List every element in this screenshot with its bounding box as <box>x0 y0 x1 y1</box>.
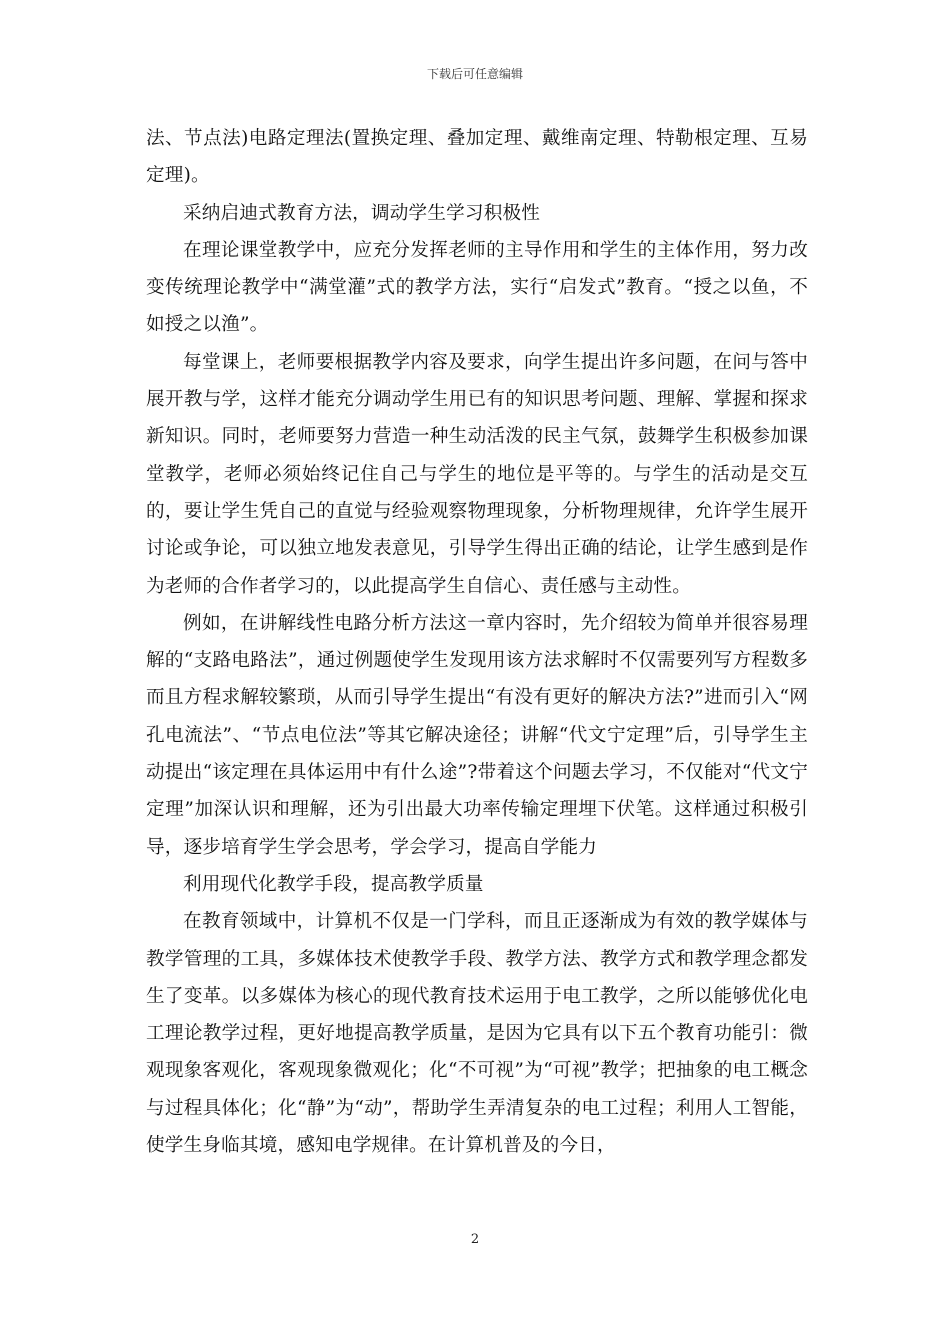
section-heading-heuristic-teaching: 采纳启迪式教育方法，调动学生学习积极性 <box>183 202 541 224</box>
paragraph-theory-classroom: 在理论课堂教学中，应充分发挥老师的主导作用和学生的主体作用，努力改变传统理论教学中“满堂灌”式的教学方法，实行“启发式”教育。“授之以鱼，不如授之以渔”。 <box>146 239 808 336</box>
page-number: 2 <box>470 1232 480 1247</box>
section-heading-modern-teaching: 利用现代化教学手段，提高教学质量 <box>183 873 484 895</box>
paragraph-education-computer: 在教育领域中，计算机不仅是一门学科，而且正逐渐成为有效的教学媒体与教学管理的工具，多媒体技术使教学手段、教学方法、教学方式和教学理念都发生了变革。以多媒体为核心的现代教育技术运用于电工教学，之所以能够优化电工理论教学过程，更好地提高教学质量，是因为它具有以下五个教育功能引：微观现象客观化，客观现象微观化；化“不可视”为“可视”教学；把抽象的电工概念与过程具体化；化“静”为“动”，帮助学生弄清复杂的电工过程；利用人工智能，使学生身临其境，感知电学规律。在计算机普及的今日， <box>146 911 808 1157</box>
paragraph-example-linear-circuit: 例如，在讲解线性电路分析方法这一章内容时，先介绍较为简单并很容易理解的“支路电路法”，通过例题使学生发现用该方法求解时不仅需要列写方程数多而且方程求解较繁琐，从而引导学生提出“有没有更好的解决方法?”进而引入“网孔电流法”、“节点电位法”等其它解决途径；讲解“代文宁定理”后，引导学生主动提出“该定理在具体运用中有什么途”?带着这个问题去学习，不仅能对“代文宁定理”加深认识和理解，还为引出最大功率传输定理埋下伏笔。这样通过积极引导，逐步培育学生学会思考，学会学习，提高自学能力 <box>146 612 808 858</box>
paragraph-continuation: 法、节点法)电路定理法(置换定理、叠加定理、戴维南定理、特勒根定理、互易定理)。 <box>146 128 808 187</box>
page-header: 下载后可任意编辑 <box>426 67 523 81</box>
paragraph-each-lesson: 每堂课上，老师要根据教学内容及要求，向学生提出许多问题，在问与答中展开教与学，这样才能充分调动学生用已有的知识思考问题、理解、掌握和探求新知识。同时，老师要努力营造一种生动活泼的民主气氛，鼓舞学生积极参加课堂教学，老师必须始终记住自己与学生的地位是平等的。与学生的活动是交互的，要让学生凭自己的直觉与经验观察物理现象，分析物理规律，允许学生展开讨论或争论，可以独立地发表意见，引导学生得出正确的结论，让学生感到是作为老师的合作者学习的，以此提高学生自信心、责任感与主动性。 <box>146 351 808 597</box>
document-body <box>146 120 808 1164</box>
